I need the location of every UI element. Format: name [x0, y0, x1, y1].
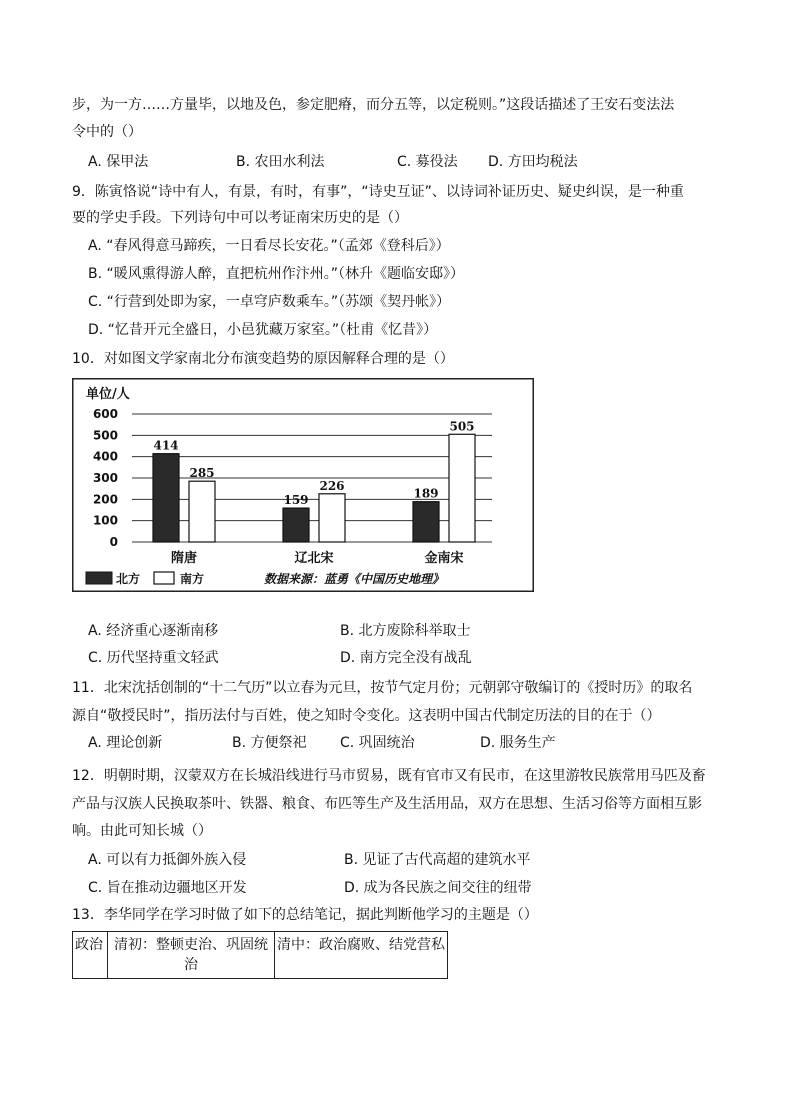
table-cell-category: 政治	[73, 932, 108, 979]
q12-option-a[interactable]: A. 可以有力抵御外族入侵	[88, 852, 247, 868]
q9-text-line2: 要的学史手段。下列诗句中可以考证南宋历史的是（）	[72, 210, 408, 226]
q11-option-c[interactable]: C. 巩固统治	[340, 735, 415, 751]
q8-option-c[interactable]: C. 募役法	[397, 154, 458, 170]
chart-x-tick-label: 隋唐	[170, 551, 198, 566]
table-cell-mid-qing: 清中：政治腐败、结党营私	[275, 932, 448, 979]
chart-bar-south	[449, 434, 475, 542]
chart-unit-label: 单位/人	[86, 387, 130, 402]
writers-distribution-chart	[72, 378, 534, 592]
q12-text-line1: 12．明朝时期，汉蒙双方在长城沿线进行马市贸易，既有官市又有民市，在这里游牧民族常用马匹及畜	[72, 768, 706, 784]
q11-text-line1: 11．北宋沈括创制的“十二气历”以立春为元旦，按节气定月份；元朝郭守敬编订的《授时历》的取名	[72, 680, 693, 696]
q8-option-a[interactable]: A. 保甲法	[88, 154, 149, 170]
table-row	[73, 932, 448, 979]
q13-text: 13．李华同学在学习时做了如下的总结笔记，据此判断他学习的主题是（）	[72, 907, 538, 923]
q10-option-a[interactable]: A. 经济重心逐渐南移	[88, 623, 219, 639]
chart-data-label: 189	[413, 486, 439, 501]
q10-option-d[interactable]: D. 南方完全没有战乱	[340, 650, 472, 666]
chart-legend-swatch-north	[86, 572, 112, 584]
chart-data-label: 226	[319, 478, 345, 493]
q11-option-d[interactable]: D. 服务生产	[480, 735, 556, 751]
q8-text-line1: 步，为一方……方量毕，以地及色，参定肥瘠，而分五等，以定税则。”这段话描述了王安石变法法	[72, 97, 675, 113]
q9-option-c[interactable]: C. “行营到处即为家，一卓穹庐数乘车。”（苏颂《契丹帐》）	[88, 294, 451, 310]
q12-text-line3: 响。由此可知长城（）	[72, 823, 212, 839]
chart-source: 数据来源：蓝勇《中国历史地理》	[264, 572, 445, 586]
q8-option-d[interactable]: D. 方田均税法	[488, 154, 578, 170]
q11-text-line2: 源自“敬授民时”，指历法付与百姓，使之知时令变化。这表明中国古代制定历法的目的在于（）	[72, 708, 661, 724]
chart-y-tick-label: 600	[92, 407, 118, 421]
chart-y-tick-label: 400	[92, 449, 118, 464]
chart-x-tick-label: 辽北宋	[294, 551, 334, 566]
q12-option-d[interactable]: D. 成为各民族之间交往的纽带	[344, 880, 532, 896]
chart-bar-north	[153, 454, 179, 542]
chart-bar-south	[319, 494, 345, 542]
chart-legend-label-north: 北方	[116, 572, 141, 586]
chart-data-label: 285	[189, 466, 215, 481]
chart-y-tick-label: 300	[92, 471, 118, 485]
q11-option-b[interactable]: B. 方便祭祀	[232, 735, 307, 751]
chart-y-tick-label: 0	[109, 535, 118, 549]
q12-option-b[interactable]: B. 见证了古代高超的建筑水平	[344, 852, 531, 868]
chart-y-tick-label: 100	[92, 513, 118, 528]
chart-y-tick-label: 500	[92, 428, 118, 443]
q9-option-d[interactable]: D. “忆昔开元全盛日，小邑犹藏万家室。”（杜甫《忆昔》）	[88, 322, 438, 338]
table-cell-early-qing: 清初：整顿吏治、巩固统治	[108, 932, 275, 979]
chart-data-label: 505	[449, 419, 475, 434]
q9-option-b[interactable]: B. “暖风熏得游人醉，直把杭州作汴州。”（林升《题临安邸》）	[88, 266, 465, 282]
q8-text-line2: 令中的（）	[72, 124, 142, 140]
q10-option-c[interactable]: C. 历代坚持重文轻武	[88, 650, 219, 666]
q12-text-line2: 产品与汉族人民换取茶叶、铁器、粮食、布匹等生产及生活用品，双方在思想、生活习俗等方面相互影	[72, 796, 702, 812]
chart-legend-swatch-south	[154, 572, 174, 584]
q9-option-a[interactable]: A. “春风得意马蹄疾，一日看尽长安花。”（孟郊《登科后》）	[88, 238, 450, 254]
chart-bar-north	[413, 502, 439, 542]
chart-y-tick-label: 200	[92, 492, 118, 507]
q11-option-a[interactable]: A. 理论创新	[88, 735, 163, 751]
chart-legend-label-south: 南方	[180, 572, 205, 586]
summary-notes-table	[72, 931, 448, 979]
chart-data-label: 159	[283, 493, 309, 508]
chart-x-tick-label: 金南宋	[424, 551, 464, 566]
chart-bar-north	[283, 508, 309, 542]
q8-option-b[interactable]: B. 农田水利法	[236, 154, 325, 170]
chart-data-label: 414	[153, 438, 179, 453]
chart-bar-south	[189, 481, 215, 542]
q10-text: 10．对如图文学家南北分布演变趋势的原因解释合理的是（）	[72, 351, 454, 367]
q12-option-c[interactable]: C. 旨在推动边疆地区开发	[88, 880, 247, 896]
q10-option-b[interactable]: B. 北方废除科举取士	[340, 623, 471, 639]
q9-text-line1: 9．陈寅恪说“诗中有人，有景，有时，有事”，“诗史互证”、以诗词补证历史、疑史纠误，是一种重	[72, 184, 684, 200]
